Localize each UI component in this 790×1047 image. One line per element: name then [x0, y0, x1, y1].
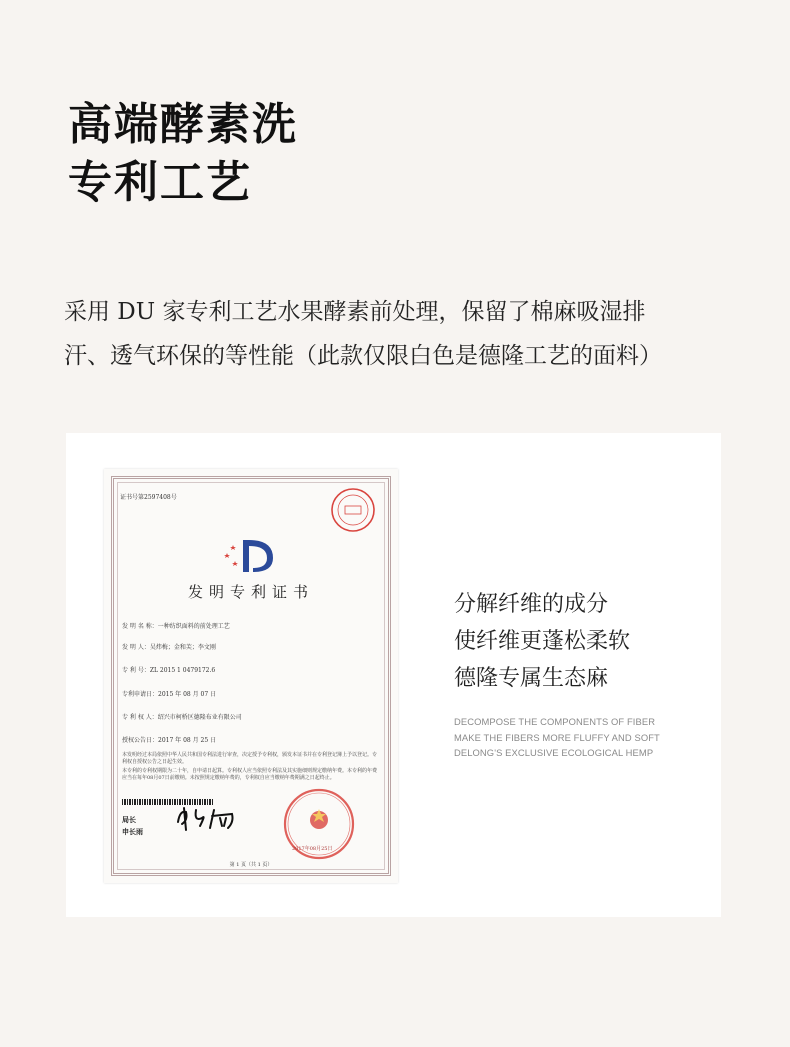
patent-office-emblem-icon: [219, 538, 283, 574]
certificate-row: 授权公告日：2017 年 08 月 25 日: [122, 737, 217, 744]
certificate-row: 发 明 名 称：一种纺织面料的前处理工艺: [122, 623, 230, 630]
seal-date: 2017年08月25日: [292, 846, 333, 852]
feature-english-item: MAKE THE FIBERS MORE FLUFFY AND SOFT: [454, 731, 660, 743]
feature-english-item: DECOMPOSE THE COMPONENTS OF FIBER: [454, 716, 656, 727]
patent-certificate-image: [104, 469, 398, 883]
signature-image: [174, 804, 244, 832]
feature-item: 德隆专属生态麻: [454, 666, 609, 691]
certificate-row: 专利申请日：2015 年 08 月 07 日: [122, 691, 217, 698]
certificate-number: 证书号第2597408号: [120, 494, 177, 501]
director-title: 局长: [122, 815, 136, 824]
feature-english-item: DELONG'S EXCLUSIVE ECOLOGICAL HEMP: [454, 747, 654, 758]
description: [64, 290, 754, 378]
feature-item: 分解纤维的成分: [454, 592, 609, 617]
certificate-body-paragraph: 本发明经过本局依照中华人民共和国专利法进行审查，决定授予专利权，颁发本证书并在专利登记簿上予以登记。专利权自授权公告之日起生效。: [122, 752, 378, 765]
feature-list: [454, 586, 630, 697]
feature-item: 使纤维更蓬松柔软: [454, 629, 631, 654]
heading-line-1: 高端酵素洗: [68, 99, 298, 150]
page-heading: [68, 96, 298, 212]
description-line-1: 采用 DU 家专利工艺水果酵素前处理，保留了棉麻吸湿排: [64, 299, 646, 325]
top-stamp-icon: [329, 486, 377, 534]
feature-english-list: [454, 714, 660, 761]
description-line-2: 汗、透气环保的等性能（此款仅限白色是德隆工艺的面料）: [64, 343, 662, 369]
certificate-row: 专 利 号：ZL 2015 1 0479172.6: [122, 667, 216, 674]
certificate-row: 发 明 人：吴炜梅；金和芙；李文刚: [122, 644, 216, 651]
heading-line-2: 专利工艺: [68, 157, 252, 208]
certificate-body-paragraph: 本专利的专利权期限为二十年，自申请日起算。专利权人应当依照专利法及其实施细则规定缴纳年费。本专利的年费应当在每年08月07日前缴纳。未按照规定缴纳年费的，专利权自应当缴纳年费期满之日起终止。: [122, 768, 378, 781]
director-name: 申长雨: [122, 827, 143, 836]
certificate-title: 发明专利证书: [187, 583, 314, 601]
certificate-page-footer: 第 1 页（共 1 页）: [229, 862, 273, 868]
content-panel: [66, 433, 721, 917]
certificate-row: 专 利 权 人：绍兴市柯桥区德隆布业有限公司: [122, 714, 242, 721]
